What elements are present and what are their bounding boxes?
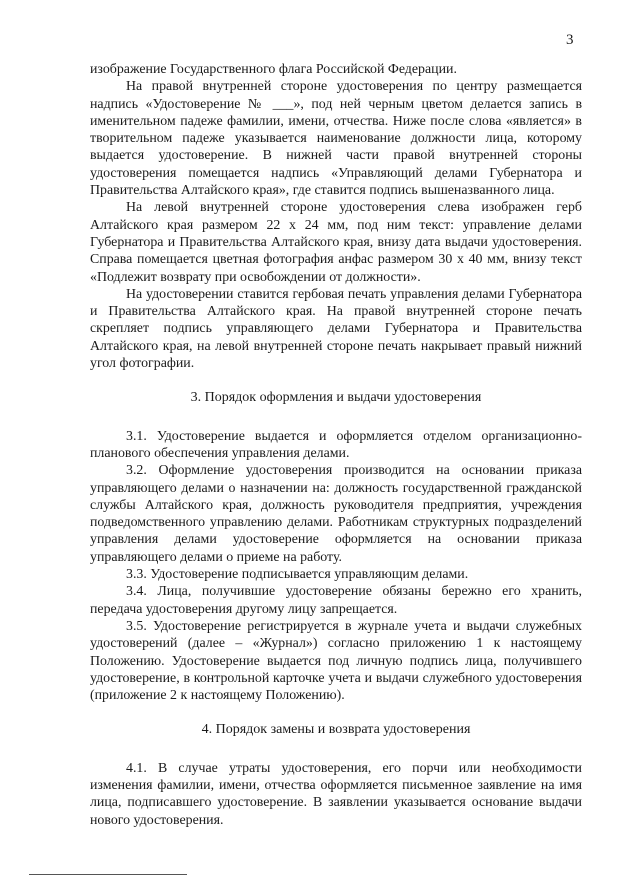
paragraph-4-1: 4.1. В случае утраты удостоверения, его порчи или необходимости изменения фамилии, имени, отчества оформляется письменное заявление на имя лица, подписавшего удостоверение. В заявлении указывается основание выдачи нового удостоверения. [90,760,582,828]
section-3-heading: 3. Порядок оформления и выдачи удостоверения [190,390,482,406]
footnote-separator-line [29,874,187,875]
paragraph-right-inner-side: На правой внутренней стороне удостоверения по центру размещается надпись «Удостоверение № ___», под ней черным цветом делается запись в именительном падеже фамилии, имени, отчества. Ниже после слова «является» в творительном падеже указывается наименование должности лица, которому выдается удостоверение. В нижней части правой внутренней стороны удостоверения помещается надпись «Управляющий делами Губернатора и Правительства Алтайского края», где ставится подпись вышеназванного лица. [90,79,582,199]
paragraph-3-3: 3.3. Удостоверение подписывается управляющим делами. [126,567,469,583]
paragraph-flag-image: изображение Государственного флага Российской Федерации. [90,62,457,77]
paragraph-3-5: 3.5. Удостоверение регистрируется в журнале учета и выдачи служебных удостоверений (далее – «Журнал») согласно приложению 1 к настоящему Положению. Удостоверение выдается под личную подпись лица, получившего удостоверение, в контрольной карточке учета и выдачи служебного удостоверения (приложение 2 к настоящему Положению). [90,618,582,704]
paragraph-seal: На удостоверении ставится гербовая печать управления делами Губернатора и Правительства Алтайского края. На правой внутренней стороне печать скрепляет подпись управляющего делами Губернатора и Правительства Алтайского края, на левой внутренней стороне печать накрывает правый нижний угол фотографии. [90,286,582,372]
paragraph-3-4: 3.4. Лица, получившие удостоверение обязаны бережно его хранить, передача удостоверения другому лицу запрещается. [90,584,582,617]
section-4-heading: 4. Порядок замены и возврата удостоверения [201,722,471,738]
page-number: 3 [566,32,574,48]
paragraph-3-1: 3.1. Удостоверение выдается и оформляется отделом организационно-планового обеспечения управления делами. [90,428,582,461]
document-body [90,61,582,829]
paragraph-3-2: 3.2. Оформление удостоверения производится на основании приказа управляющего делами о назначении на: должность государственной гражданской службы Алтайского края, должность руководителя предприятия, учреждения подведомственного управлению делами. Работникам структурных подразделений управления делами удостоверение оформляется на основании приказа управляющего делами о приеме на работу. [90,463,582,565]
paragraph-left-inner-side: На левой внутренней стороне удостоверения слева изображен герб Алтайского края размером 22 х 24 мм, под ним текст: управление делами Губернатора и Правительства Алтайского края, внизу дата выдачи удостоверения. Справа помещается цветная фотография анфас размером 30 х 40 мм, внизу текст «Подлежит возврату при освобождении от должности». [90,200,582,285]
